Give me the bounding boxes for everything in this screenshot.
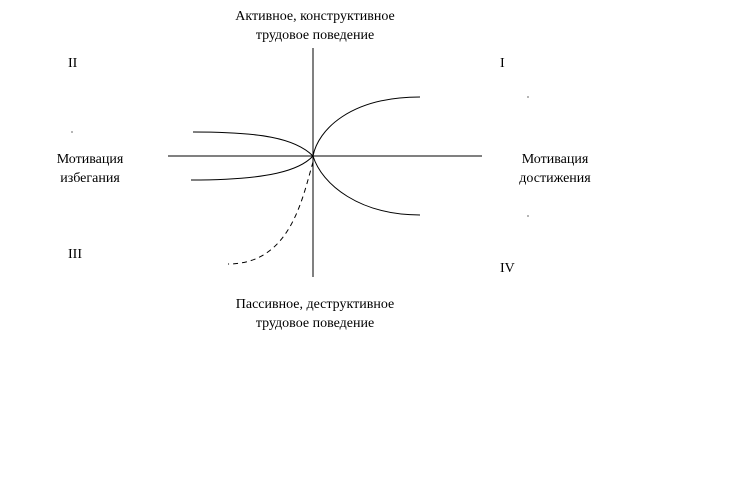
quadrant-label-1: I [500, 56, 505, 71]
bottom-axis-label-line-2: трудовое поведение [255, 316, 375, 331]
top-axis-label-line-1: Активное, конструктивное [235, 9, 395, 24]
curve-quadrant-4 [313, 156, 420, 215]
bottom-axis-label [185, 295, 445, 333]
top-axis-label [185, 7, 445, 45]
right-axis-label-line-2: достижения [519, 171, 591, 186]
top-axis-label-line-2: трудовое поведение [255, 28, 375, 43]
left-axis-label-line-2: избегания [60, 171, 120, 186]
dot-mark [527, 215, 528, 216]
dot-mark [71, 131, 72, 132]
quadrant-label-3: III [68, 247, 82, 262]
curve-quadrant-3-dashed [228, 162, 313, 264]
right-axis-label-line-1: Мотивация [521, 152, 589, 167]
left-axis-label-line-1: Мотивация [56, 152, 124, 167]
quadrant-label-2: II [68, 56, 78, 71]
bottom-axis-label-line-1: Пассивное, деструктивное [235, 297, 395, 312]
quadrant-label-4: IV [500, 261, 515, 276]
curve-quadrant-1 [313, 97, 420, 156]
curve-quadrant-2 [193, 132, 313, 156]
curve-left-lower [191, 156, 313, 180]
left-axis-label [30, 150, 150, 188]
right-axis-label [500, 150, 610, 188]
dot-mark [527, 96, 528, 97]
